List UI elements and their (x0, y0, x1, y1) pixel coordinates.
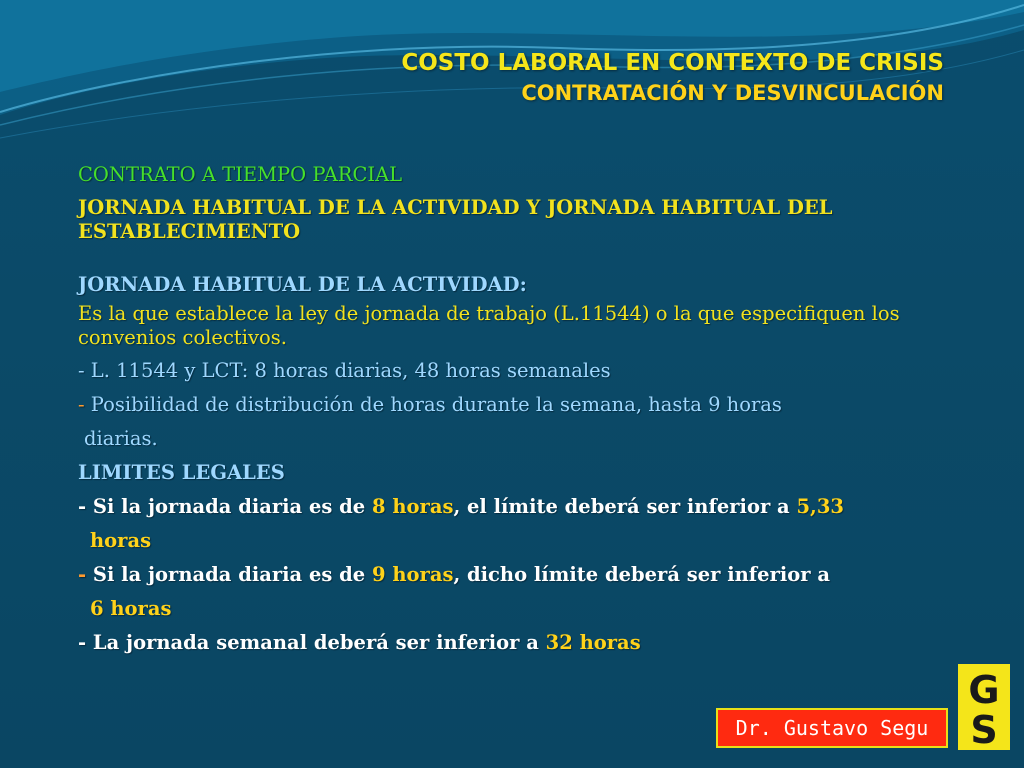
bullet-distribucion-text: Posibilidad de distribución de horas durante la semana, hasta 9 horas (84, 393, 782, 416)
bullet-ley-lct: - L. 11544 y LCT: 8 horas diarias, 48 horas semanales (78, 359, 611, 382)
slide-body (78, 158, 938, 660)
gs-logo-mark (961, 667, 1007, 747)
limit-2 (78, 558, 938, 592)
limit-1-highlight-2: 5,33 (796, 495, 844, 518)
limit-2-highlight: 9 horas (372, 563, 454, 586)
limits-title: LIMITES LEGALES (78, 461, 285, 484)
limit-1-cont: horas (90, 529, 152, 552)
title-line-1: COSTO LABORAL EN CONTEXTO DE CRISIS (401, 50, 944, 76)
limit-2-cont: 6 horas (90, 597, 172, 620)
bullet-distribucion (78, 388, 938, 422)
slide-title (401, 48, 944, 108)
limit-3-a: - La jornada semanal deberá ser inferior a (78, 631, 546, 654)
limit-1-b: , el límite deberá ser inferior a (453, 495, 797, 518)
logo-letter-g: G (968, 668, 1000, 712)
heading-contrato: CONTRATO A TIEMPO PARCIAL (78, 163, 403, 186)
bullet-dash: - (78, 393, 85, 416)
limit-3 (78, 626, 938, 660)
limit-2-a: Si la jornada diaria es de (86, 563, 372, 586)
limit-1 (78, 490, 938, 524)
limit-1-highlight: 8 horas (372, 495, 454, 518)
limit-3-highlight: 32 horas (545, 631, 641, 654)
limit-2-b: , dicho límite deberá ser inferior a (453, 563, 830, 586)
title-line-2: CONTRATACIÓN Y DESVINCULACIÓN (521, 81, 944, 105)
bullet-distribucion-cont: diarias. (84, 427, 158, 450)
logo-letter-s: S (970, 708, 998, 747)
section1-text: Es la que establece la ley de jornada de trabajo (L.11544) o la que especifiquen los convenios colectivos. (78, 302, 900, 349)
signature-badge: Dr. Gustavo Segu (716, 708, 948, 748)
gs-logo (958, 664, 1010, 750)
limit-1-a: - Si la jornada diaria es de (78, 495, 372, 518)
limit-2-dash: - (78, 563, 87, 586)
subheading-jornada: JORNADA HABITUAL DE LA ACTIVIDAD Y JORNADA HABITUAL DEL ESTABLECIMIENTO (78, 196, 833, 243)
section1-title: JORNADA HABITUAL DE LA ACTIVIDAD: (78, 273, 527, 296)
